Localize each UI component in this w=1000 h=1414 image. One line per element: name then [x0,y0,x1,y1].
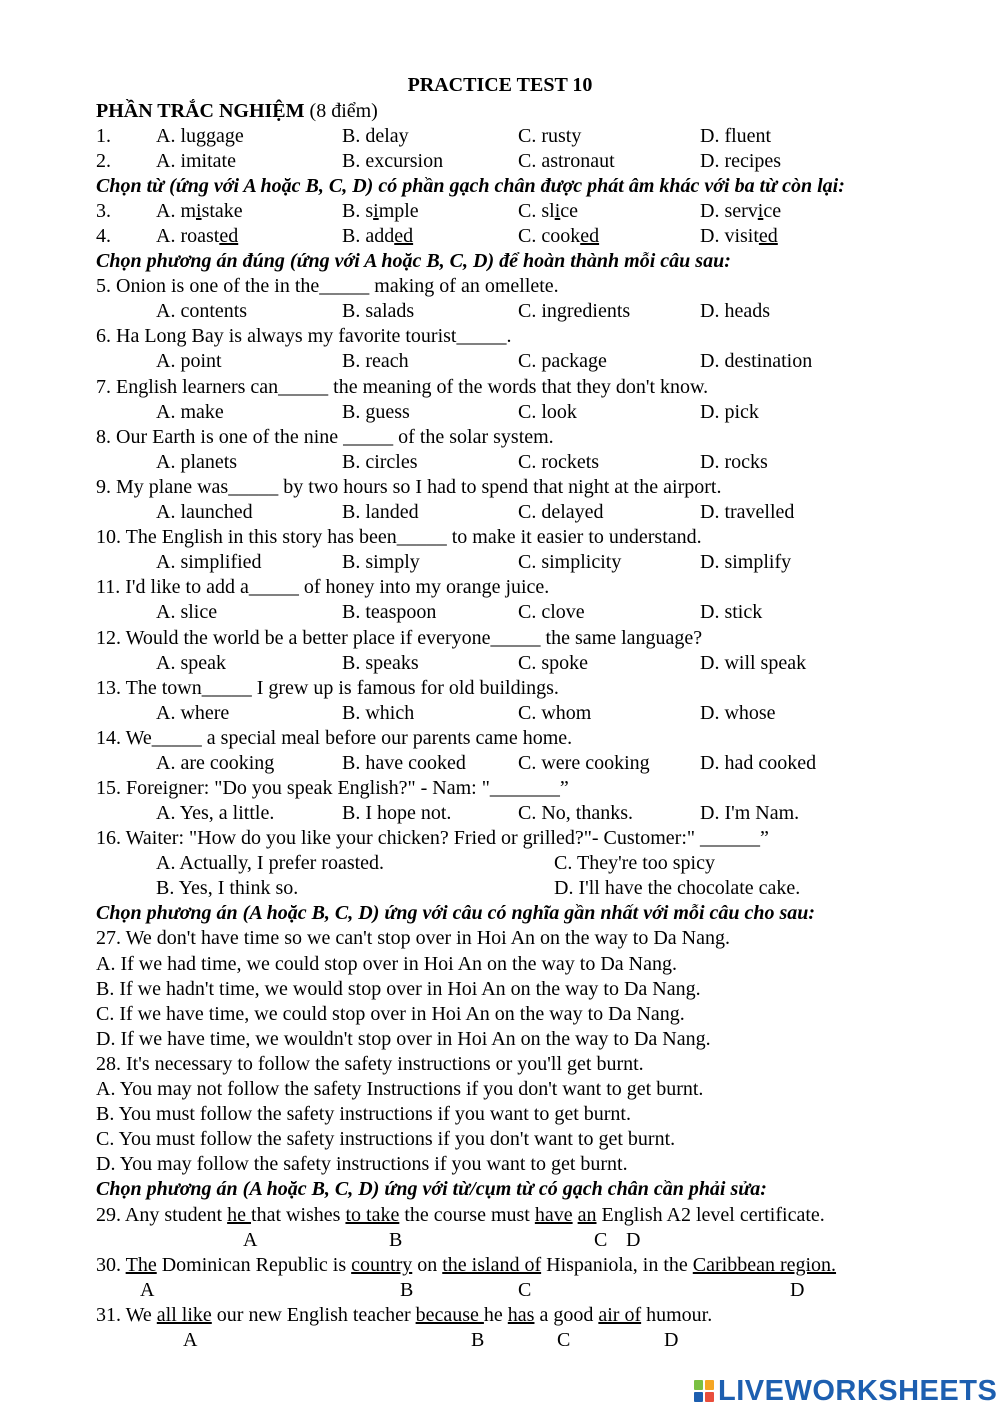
option-a: A. If we had time, we could stop over in Hoi An on the way to Da Nang. [96,953,677,975]
label-a: A [183,1329,198,1351]
option-b: B. guess [342,401,410,423]
options-row [96,450,960,475]
question-stem: 5. Onion is one of the in the_____ making of an omellete. [96,275,559,297]
option-c: C. cooked [518,225,600,247]
question-stem: 8. Our Earth is one of the nine _____ of the solar system. [96,426,554,448]
options-row [96,876,960,901]
option-d: D. had cooked [700,752,817,774]
option-d: D. recipes [700,150,782,172]
option-d: D. I'll have the chocolate cake. [554,877,801,899]
liveworksheets-logo[interactable] [693,1376,997,1406]
instruction-pronunciation: Chọn từ (ứng với A hoặc B, C, D) có phần gạch chân được phát âm khác với ba từ còn lại: [96,175,845,197]
label-d: D [790,1279,805,1301]
option-c: C. look [518,401,577,423]
label-a: A [140,1279,155,1301]
question-stem: 12. Would the world be a better place if everyone_____ the same language? [96,627,703,649]
section-header: PHẦN TRẮC NGHIỆM (8 điểm) [96,100,378,122]
option-c: C. spoke [518,652,588,674]
option-a: A. make [156,401,224,423]
option-b: B. added [342,225,414,247]
option-d: D. whose [700,702,776,724]
question-stem: 14. We_____ a special meal before our parents came home. [96,727,573,749]
option-a: A. imitate [156,150,236,172]
option-c: C. If we have time, we could stop over in Hoi An on the way to Da Nang. [96,1003,685,1025]
option-b: B. I hope not. [342,802,452,824]
question-stem: 15. Foreigner: "Do you speak English?" - Nam: "_______” [96,777,569,799]
question-stem: 16. Waiter: "How do you like your chicken? Fried or grilled?"- Customer:" ______” [96,827,769,849]
error-sentence: 30. The Dominican Republic is country on the island of Hispaniola, in the Caribbean region. [96,1254,837,1276]
option-c: C. No, thanks. [518,802,633,824]
question-stem: 9. My plane was_____ by two hours so I had to spend that night at the airport. [96,476,722,498]
option-b: B. delay [342,125,409,147]
option-a: A. You may not follow the safety Instructions if you don't want to get burnt. [96,1078,704,1100]
options-row [96,299,960,324]
option-c: C. slice [518,200,579,222]
option-a: A. Actually, I prefer roasted. [156,852,385,874]
option-a: A. where [156,702,230,724]
option-b: B. If we hadn't time, we would stop over in Hoi An on the way to Da Nang. [96,978,701,1000]
question-stem: 13. The town_____ I grew up is famous for old buildings. [96,677,559,699]
option-a: A. simplified [156,551,262,573]
option-c: C. whom [518,702,592,724]
option-d: D. visited [700,225,778,247]
option-d: D. I'm Nam. [700,802,800,824]
option-d: D. service [700,200,782,222]
option-d: D. fluent [700,125,772,147]
options-row [96,550,960,575]
options-row [96,600,960,625]
option-a: A. Yes, a little. [156,802,275,824]
option-c: C. package [518,350,607,372]
option-c: C. clove [518,601,585,623]
question-row: 1. A. luggage B. delay C. rusty D. fluent [96,125,772,147]
option-d: D. simplify [700,551,792,573]
option-b: B. speaks [342,652,419,674]
liveworksheets-logo-icon [693,1378,715,1404]
option-d: D. You may follow the safety instructions if you want to get burnt. [96,1153,628,1175]
option-c: C. They're too spicy [554,852,715,874]
label-a: A [243,1229,258,1251]
label-b: B [471,1329,485,1351]
page-title: PRACTICE TEST 10 [407,74,593,96]
option-c: C. delayed [518,501,604,523]
option-c: C. were cooking [518,752,650,774]
error-labels [96,1328,960,1353]
option-c: C. simplicity [518,551,622,573]
liveworksheets-brand: LIVEWORKSHEETS [718,1374,998,1407]
option-a: A. are cooking [156,752,275,774]
option-b: B. teaspoon [342,601,437,623]
option-d: D. pick [700,401,759,423]
option-c: C. astronaut [518,150,615,172]
options-row [96,349,960,374]
instruction-error: Chọn phương án (A hoặc B, C, D) ứng với từ/cụm từ có gạch chân cần phải sửa: [96,1178,767,1200]
options-row [96,701,960,726]
option-b: B. have cooked [342,752,466,774]
option-d: D. destination [700,350,813,372]
question-stem: 28. It's necessary to follow the safety instructions or you'll get burnt. [96,1053,644,1075]
option-a: A. roasted [156,225,239,247]
question-stem: 7. English learners can_____ the meaning of the words that they don't know. [96,376,709,398]
option-b: B. salads [342,300,415,322]
option-d: D. travelled [700,501,795,523]
option-b: B. circles [342,451,418,473]
label-c: C [518,1279,532,1301]
instruction-complete: Chọn phương án đúng (ứng với A hoặc B, C, D) để hoàn thành mỗi câu sau: [96,250,731,272]
option-b: B. excursion [342,150,444,172]
option-a: A. planets [156,451,238,473]
option-c: C. rockets [518,451,600,473]
option-a: A. contents [156,300,248,322]
question-stem: 11. I'd like to add a_____ of honey into my orange juice. [96,576,550,598]
option-b: B. reach [342,350,409,372]
error-sentence: 31. We all like our new English teacher because he has a good air of humour. [96,1304,713,1326]
option-c: C. You must follow the safety instructions if you don't want to get burnt. [96,1128,676,1150]
options-row [96,801,960,826]
option-a: A. point [156,350,222,372]
option-d: D. If we have time, we wouldn't stop over in Hoi An on the way to Da Nang. [96,1028,711,1050]
options-row [96,851,960,876]
question-row: 2. A. imitate B. excursion C. astronaut D. recipes [96,150,782,172]
option-b: B. simple [342,200,419,222]
option-a: A. slice [156,601,218,623]
question-row: 4. A. roasted B. added C. cooked D. visited [96,225,778,247]
option-c: C. ingredients [518,300,631,322]
question-row: 3. A. mistake B. simple C. slice D. service [96,200,782,222]
option-c: C. rusty [518,125,582,147]
option-b: B. landed [342,501,419,523]
option-a: A. launched [156,501,253,523]
option-a: A. speak [156,652,226,674]
question-stem: 6. Ha Long Bay is always my favorite tourist_____. [96,325,512,347]
option-d: D. heads [700,300,770,322]
instruction-closest-meaning: Chọn phương án (A hoặc B, C, D) ứng với câu có nghĩa gần nhất với mỗi câu cho sau: [96,902,816,924]
option-b: B. which [342,702,415,724]
error-labels [96,1228,960,1253]
option-b: B. You must follow the safety instructions if you want to get burnt. [96,1103,631,1125]
label-c: C [594,1229,608,1251]
option-a: A. luggage [156,125,244,147]
options-row [96,651,960,676]
label-b: B [389,1229,403,1251]
option-a: A. mistake [156,200,243,222]
option-b: B. simply [342,551,420,573]
error-sentence: 29. Any student he that wishes to take the course must have an English A2 level certificate. [96,1204,825,1226]
label-d: D [626,1229,641,1251]
options-row [96,400,960,425]
options-row [96,751,960,776]
option-d: D. will speak [700,652,807,674]
option-d: D. stick [700,601,763,623]
label-c: C [557,1329,571,1351]
label-d: D [664,1329,679,1351]
label-b: B [400,1279,414,1301]
option-b: B. Yes, I think so. [156,877,299,899]
question-stem: 10. The English in this story has been_____ to make it easier to understand. [96,526,702,548]
option-d: D. rocks [700,451,768,473]
error-labels [96,1278,960,1303]
question-stem: 27. We don't have time so we can't stop over in Hoi An on the way to Da Nang. [96,927,730,949]
options-row [96,500,960,525]
